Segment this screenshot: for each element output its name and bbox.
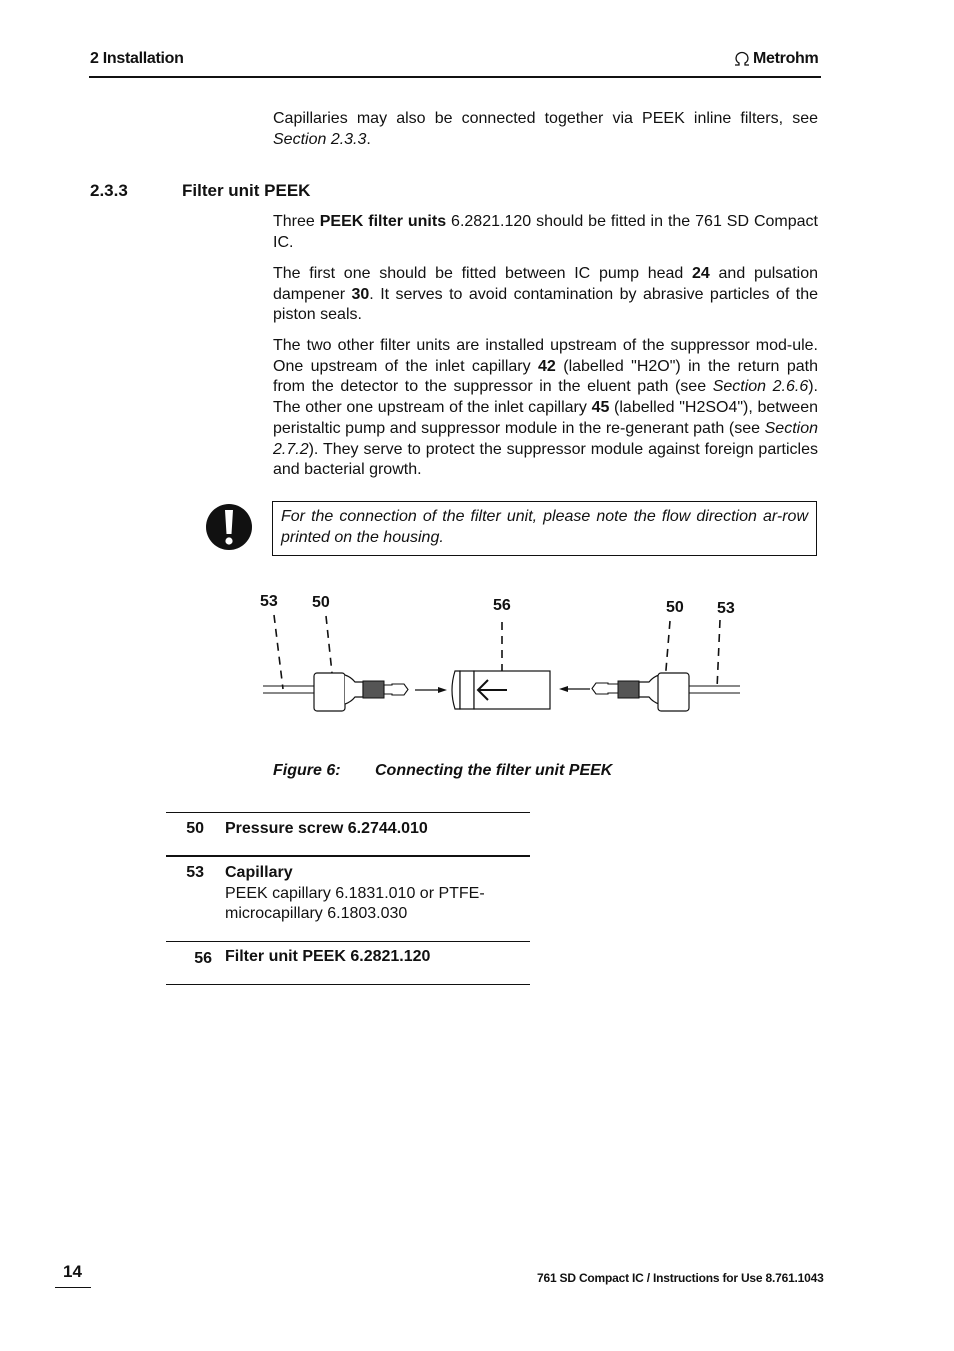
legend-entry [225,947,430,968]
filter-connection-figure [255,585,755,725]
exclamation-icon [205,502,253,557]
legend-table [166,812,530,985]
p2-bold-24: 24 [692,265,710,282]
brand-logo [733,50,818,68]
section-number: 2.3.3 [90,181,128,200]
p1-text-2: 6.2821.120 should be fitted in the 761 SD Compact IC. [273,213,818,251]
legend-row [166,855,530,941]
intro-section-ref: Section 2.3.3 [273,130,367,148]
p3-section-ref-2: Section 2.7.2 [273,419,818,458]
p3-text-3: ). The other one upstream of the inlet capillary [273,378,818,417]
section-title: Filter unit PEEK [182,181,311,200]
p2-text-3: . It serves to avoid contamination by abrasive particles of the piston seals. [273,285,818,324]
footer-doc-title: 761 SD Compact IC / Instructions for Use 8.761.1043 [537,1271,824,1285]
p1-text: Three [273,213,320,230]
legend-number: 56 [194,950,212,967]
note-box [272,501,817,556]
brand-name: Metrohm [753,50,819,67]
legend-title: Pressure screw 6.2744.010 [225,820,428,837]
legend-row [166,812,530,855]
p3-text-5: ). They serve to protect the suppressor module against foreign particles and bacterial growth. [273,440,818,479]
label-56: 56 [493,597,511,614]
header-rule [89,76,821,78]
p3-text-4: (labelled "H2SO4"), between peristaltic pump and suppressor module in the re-generant path (see [273,399,818,437]
legend-entry [225,819,428,840]
legend-title: Filter unit PEEK 6.2821.120 [225,948,431,965]
p3-bold-42: 42 [538,357,556,375]
label-53-right: 53 [717,600,735,617]
left-capillary-assembly [263,673,408,711]
legend-description: PEEK capillary 6.1831.010 or PTFE-microcapillary 6.1803.030 [225,884,485,923]
intro-paragraph [273,109,818,150]
note-text: For the connection of the filter unit, please note the flow direction ar-row printed on the housing. [281,508,808,546]
legend-row [166,941,530,985]
p2-text-2: and pulsation dampener [273,265,818,303]
running-header-section: 2 Installation [90,50,184,67]
figure-number: Figure 6: [273,762,341,779]
paragraph-1 [273,212,818,253]
label-50-left: 50 [312,594,330,611]
intro-text: Capillaries may also be connected together via PEEK inline filters, see [273,110,818,127]
page-number: 14 [63,1262,82,1281]
paragraph-3 [273,336,818,481]
figure-caption [273,762,613,780]
p2-bold-30: 30 [351,285,370,303]
figure-title: Connecting the filter unit PEEK [375,762,613,779]
p3-section-ref-1: Section 2.6.6 [712,378,809,396]
label-50-right: 50 [666,599,684,616]
intro-text-end: . [366,130,371,148]
footer-rule [55,1287,91,1288]
filter-unit [452,671,550,709]
p1-bold: PEEK filter units [319,213,447,230]
flow-arrow-left [559,686,590,692]
flow-arrow-right [415,687,447,693]
label-53-left: 53 [260,593,278,610]
p3-text: The two other filter units are installed upstream of the suppressor mod-ule. One upstream of the inlet capillary [273,337,818,375]
legend-number: 53 [186,864,204,881]
legend-number: 50 [186,820,204,837]
omega-logo-icon [733,51,751,67]
p3-bold-45: 45 [591,399,610,417]
legend-entry [225,863,515,925]
legend-title: Capillary [225,864,293,881]
p3-text-2: (labelled "H2O") in the return path from the detector to the suppressor in the eluent path (see [273,357,819,396]
p2-text: The first one should be fitted between IC pump head [273,265,693,282]
paragraph-2 [273,264,818,326]
